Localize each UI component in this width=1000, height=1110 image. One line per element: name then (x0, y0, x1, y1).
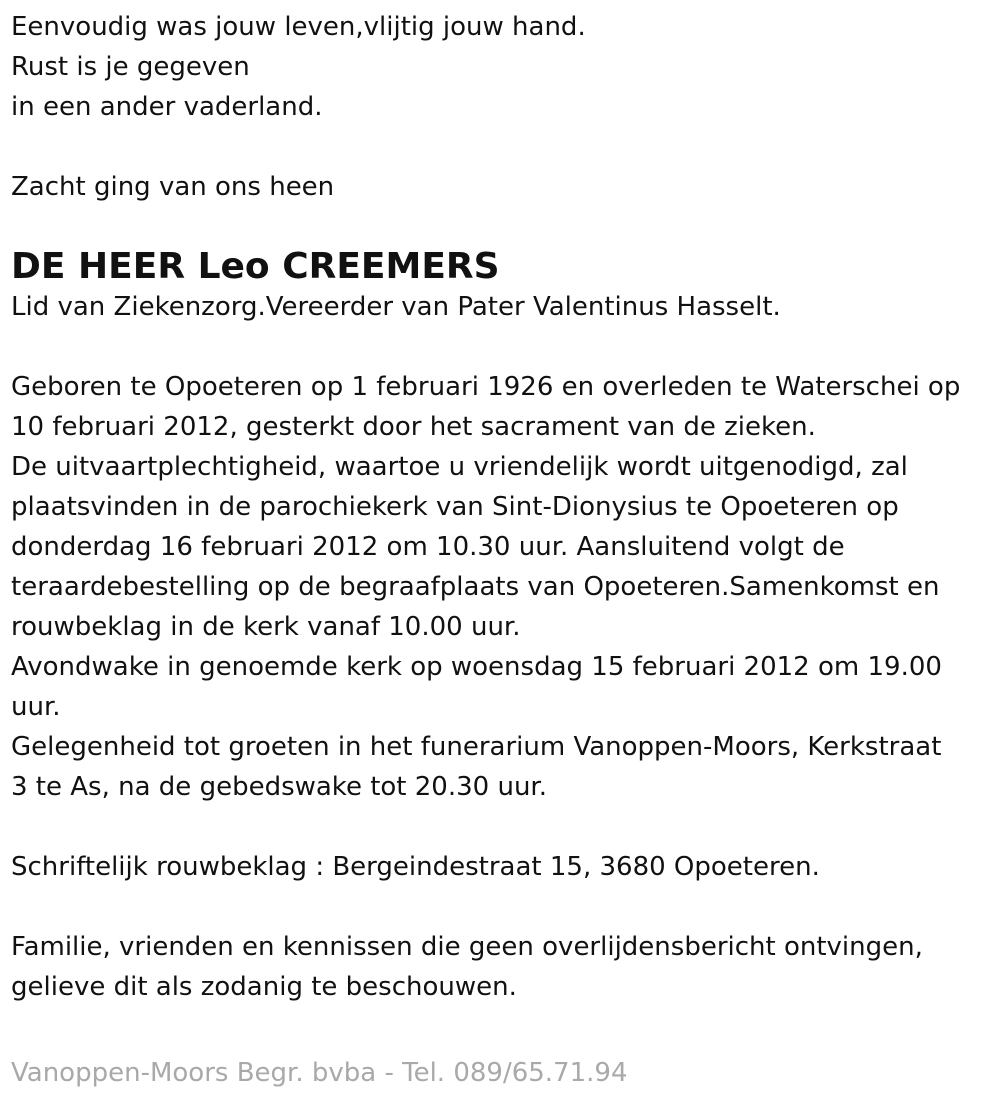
details-line: rouwbeklag in de kerk vanaf 10.00 uur. (11, 612, 521, 642)
funeral-home-footer: Vanoppen-Moors Begr. bvba - Tel. 089/65.71.94 (11, 1058, 628, 1088)
details-line: plaatsvinden in de parochiekerk van Sint-Dionysius te Opoeteren op (11, 492, 899, 522)
spacer (11, 887, 991, 927)
notice-line: Familie, vrienden en kennissen die geen overlijdensbericht ontvingen, (11, 932, 923, 962)
details-line: Geboren te Opoeteren op 1 februari 1926 en overleden te Waterschei op (11, 372, 961, 402)
notice (11, 927, 991, 1007)
intro-text: Zacht ging van ons heen (11, 172, 335, 202)
details-line: Avondwake in genoemde kerk op woensdag 15 februari 2012 om 19.00 (11, 652, 942, 682)
poem (11, 7, 991, 127)
details-line: 3 te As, na de gebedswake tot 20.30 uur. (11, 772, 547, 802)
spacer (11, 327, 991, 367)
details-line: De uitvaartplechtigheid, waartoe u vriendelijk wordt uitgenodigd, zal (11, 452, 908, 482)
poem-line: Eenvoudig was jouw leven,vlijtig jouw hand. (11, 12, 586, 42)
details-line: uur. (11, 692, 61, 722)
condolence-address: Schriftelijk rouwbeklag : Bergeindestraat 15, 3680 Opoeteren. (11, 852, 820, 882)
deceased-name: DE HEER Leo CREEMERS (11, 246, 500, 287)
spacer (11, 127, 991, 167)
obituary-notice (11, 7, 991, 1007)
poem-line: Rust is je gegeven (11, 52, 250, 82)
notice-line: gelieve dit als zodanig te beschouwen. (11, 972, 517, 1002)
funeral-details (11, 367, 991, 807)
deceased-affiliation: Lid van Ziekenzorg.Vereerder van Pater Valentinus Hasselt. (11, 292, 781, 322)
spacer (11, 807, 991, 847)
details-line: teraardebestelling op de begraafplaats van Opoeteren.Samenkomst en (11, 572, 940, 602)
details-line: donderdag 16 februari 2012 om 10.30 uur. Aansluitend volgt de (11, 532, 845, 562)
details-line: Gelegenheid tot groeten in het funerarium Vanoppen-Moors, Kerkstraat (11, 732, 942, 762)
details-line: 10 februari 2012, gesterkt door het sacrament van de zieken. (11, 412, 816, 442)
poem-line: in een ander vaderland. (11, 92, 323, 122)
